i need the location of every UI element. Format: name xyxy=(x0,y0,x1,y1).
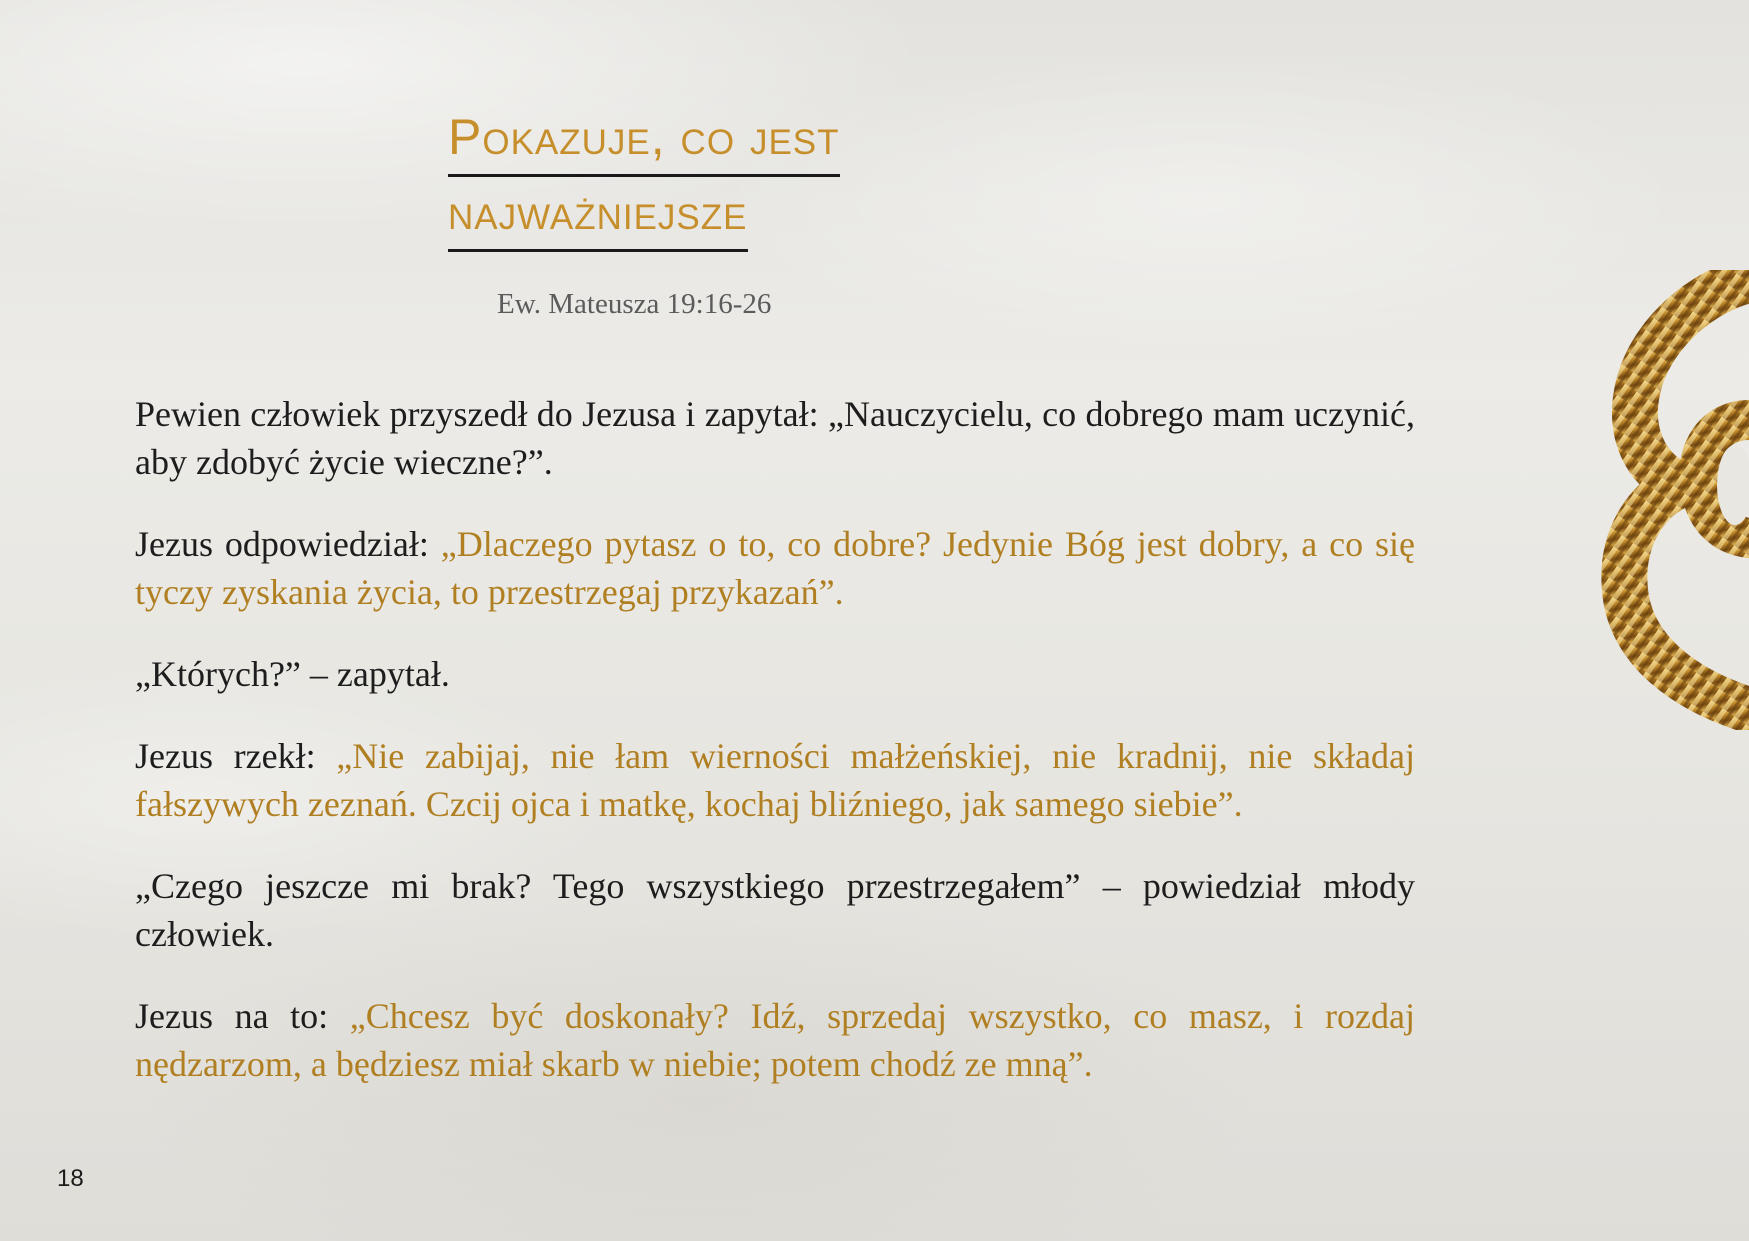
paragraph-2 xyxy=(135,520,1415,616)
page-number: 18 xyxy=(57,1165,84,1192)
paragraph-6 xyxy=(135,992,1415,1088)
paragraph-3-text: „Których?” – zapytał. xyxy=(135,654,450,694)
title-line-2: najważniejsze xyxy=(448,187,748,252)
gold-rope-knot-image xyxy=(1585,270,1749,730)
paragraph-1-text: Pewien człowiek przyszedł do Jezusa i zapytał: „Nauczycielu, co dobrego mam uczynić, aby zdobyć życie wieczne?”. xyxy=(135,394,1415,482)
paragraph-1 xyxy=(135,390,1415,486)
paragraph-6-text: Jezus na to: xyxy=(135,996,350,1036)
title-line-1: Pokazuje, co jest xyxy=(448,112,840,177)
paragraph-5 xyxy=(135,862,1415,958)
paragraph-2-quote: „Dlaczego pytasz o to, co dobre? Jedynie Bóg jest dobry, a co się tyczy zyskania życia, to przestrzegaj przykazań”. xyxy=(135,524,1416,612)
paragraph-6-quote: „Chcesz być doskonały? Idź, sprzedaj wszystko, co masz, i rozdaj nędzarzom, a będziesz miał skarb w niebie; potem chodź ze mną”. xyxy=(135,996,1415,1084)
title-block xyxy=(448,109,840,252)
paragraph-2-text: Jezus odpowiedział: xyxy=(135,524,441,564)
paragraph-4-text: Jezus rzekł: xyxy=(135,736,337,776)
paragraph-4-quote: „Nie zabijaj, nie łam wierności małżeńskiej, nie kradnij, nie składaj fałszywych zeznań. Czcij ojca i matkę, kochaj bliźniego, jak samego siebie”. xyxy=(135,736,1415,824)
paragraph-4 xyxy=(135,732,1415,828)
paragraph-5-text: „Czego jeszcze mi brak? Tego wszystkiego przestrzegałem” – powiedział młody człowiek. xyxy=(135,866,1415,954)
scripture-reference: Ew. Mateusza 19:16-26 xyxy=(497,288,772,320)
body-text xyxy=(135,390,1415,1122)
paragraph-3 xyxy=(135,650,1415,698)
